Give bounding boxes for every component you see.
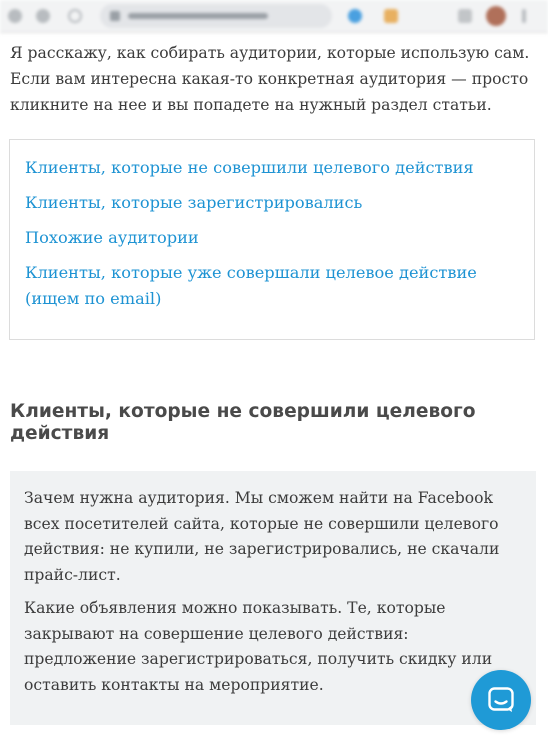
extension-icon[interactable] <box>384 9 398 23</box>
reload-icon[interactable] <box>68 9 82 23</box>
intro-text: Я расскажу, как собирать аудитории, которые использую сам. Если вам интересна какая-то конкретная аудитория — просто кликните на нее и вы попадете на нужный раздел статьи. <box>10 44 530 114</box>
table-of-contents <box>9 139 535 340</box>
extension-icon[interactable] <box>348 9 362 23</box>
forward-icon[interactable] <box>36 9 50 23</box>
browser-toolbar <box>0 0 548 33</box>
paragraph: Какие объявления можно показывать. Те, которые закрывают на совершение целевого действия: предложение зарегистрироваться, получить скидку или оставить контакты на мероприятие. <box>24 599 493 694</box>
lock-icon <box>110 11 120 21</box>
chat-button[interactable] <box>471 670 531 730</box>
address-bar[interactable] <box>100 4 332 28</box>
info-block <box>10 471 536 725</box>
avatar[interactable] <box>486 6 506 26</box>
paragraph: Зачем нужна аудитория. Мы сможем найти на Facebook всех посетителей сайта, которые не совершили целевого действия: не купили, не зарегистрировались, не скачали прайс-лист. <box>24 489 500 584</box>
extension-icon[interactable] <box>458 9 472 23</box>
toc-link-converted-email[interactable]: Клиенты, которые уже совершали целевое действие (ищем по email) <box>25 263 477 308</box>
toc-link-lookalike[interactable]: Похожие аудитории <box>25 228 199 247</box>
toc-link-not-converted[interactable]: Клиенты, которые не совершили целевого действия <box>25 158 474 177</box>
section-heading: Клиенты, которые не совершили целевого действия <box>10 401 476 444</box>
chat-bubble-icon <box>488 687 514 713</box>
toc-link-registered[interactable]: Клиенты, которые зарегистрировались <box>25 193 363 212</box>
blurred-url <box>128 13 268 19</box>
menu-icon[interactable] <box>522 9 526 23</box>
back-icon[interactable] <box>8 9 22 23</box>
